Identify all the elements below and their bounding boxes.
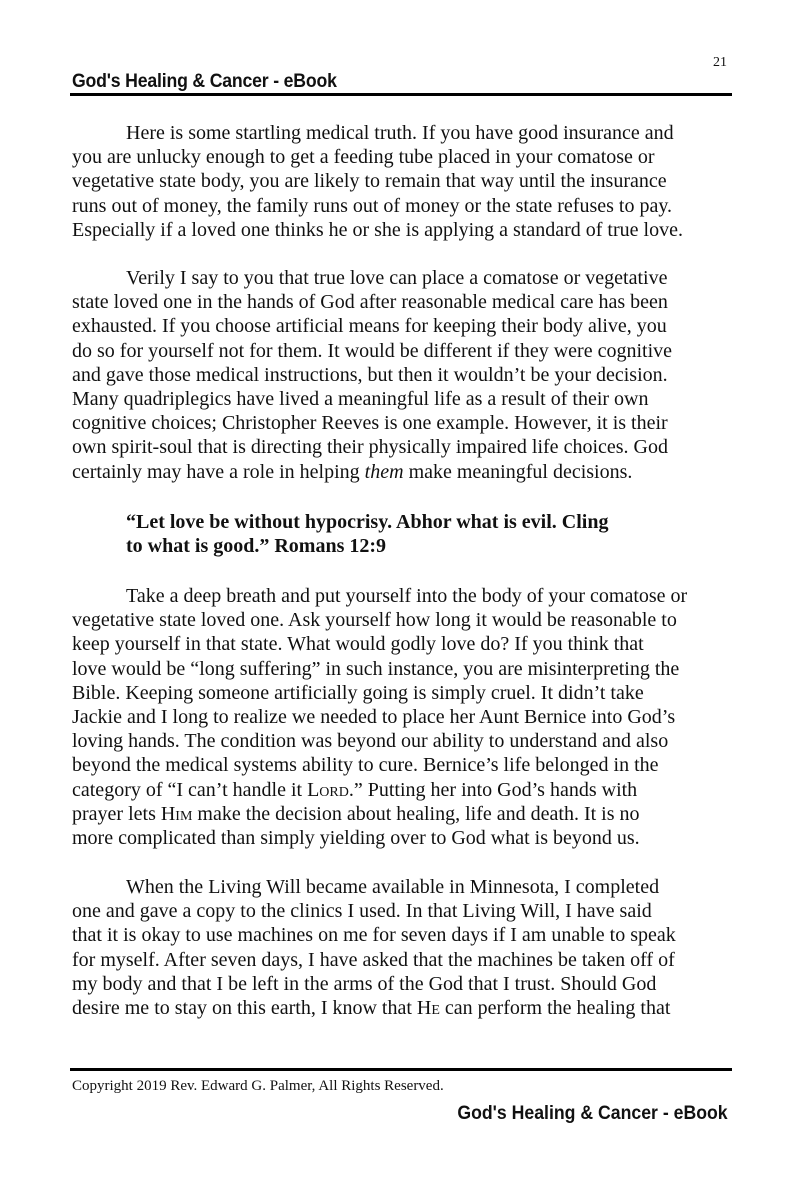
text-line: Many quadriplegics have lived a meaningful life as a result of their own	[72, 388, 649, 411]
text-line	[72, 778, 737, 802]
small-caps-him: Him	[160, 802, 193, 825]
text-line: Here is some startling medical truth. If you have good insurance and	[126, 122, 674, 144]
text-line: beyond the medical systems ability to cure. Bernice’s life belonged in the	[72, 754, 659, 777]
text-fragment: prayer lets	[72, 802, 161, 825]
copyright-notice: Copyright 2019 Rev. Edward G. Palmer, All Rights Reserved.	[72, 1078, 444, 1094]
text-fragment: .” Putting her into God’s hands with	[348, 778, 638, 801]
text-line: Verily I say to you that true love can place a comatose or vegetative	[126, 267, 668, 289]
text-line: you are unlucky enough to get a feeding tube placed in your comatose or	[72, 146, 655, 169]
text-line: When the Living Will became available in Minnesota, I completed	[126, 876, 660, 898]
text-fragment: certainly may have a role in helping	[72, 460, 365, 483]
text-line: Bible. Keeping someone artificially going is simply cruel. It didn’t take	[72, 681, 644, 704]
text-line: Take a deep breath and put yourself into the body of your comatose or	[126, 585, 688, 607]
text-line: Especially if a loved one thinks he or she is applying a standard of true love.	[72, 218, 683, 241]
quote-line: “Let love be without hypocrisy. Abhor what is evil. Cling	[126, 511, 609, 533]
footer-rule	[70, 1068, 732, 1071]
text-line: that it is okay to use machines on me for seven days if I am unable to speak	[72, 924, 676, 947]
header-rule	[70, 93, 732, 96]
text-line: runs out of money, the family runs out of money or the state refuses to pay.	[72, 194, 673, 217]
text-line: Jackie and I long to realize we needed to place her Aunt Bernice into God’s	[72, 706, 676, 729]
text-line: for myself. After seven days, I have asked that the machines be taken off of	[72, 948, 675, 971]
text-line: state loved one in the hands of God after reasonable medical care has been	[72, 291, 668, 314]
text-line: and gave those medical instructions, but then it wouldn’t be your decision.	[72, 363, 668, 386]
text-line: one and gave a copy to the clinics I used. In that Living Will, I have said	[72, 900, 652, 923]
text-line	[72, 996, 737, 1020]
header-title: God's Healing & Cancer - eBook	[72, 71, 337, 92]
text-fragment: make meaningful decisions.	[403, 460, 633, 483]
text-line: love would be “long suffering” in such instance, you are misinterpreting the	[72, 657, 680, 680]
text-line: my body and that I be left in the arms of the God that I trust. Should God	[72, 972, 657, 995]
page-number: 21	[713, 55, 727, 70]
paragraph-3	[72, 584, 737, 850]
text-fragment: make the decision about healing, life and death. It is no	[192, 802, 640, 825]
small-caps-he: He	[416, 997, 440, 1020]
text-line: loving hands. The condition was beyond our ability to understand and also	[72, 730, 669, 753]
small-caps-lord: Lord	[307, 778, 349, 801]
text-fragment: category of “I can’t handle it	[72, 778, 308, 801]
text-line	[72, 460, 737, 484]
text-line: do so for yourself not for them. It would be different if they were cognitive	[72, 339, 673, 362]
text-line: exhausted. If you choose artificial means for keeping their body alive, you	[72, 315, 667, 338]
emphasis-them: them	[364, 460, 404, 483]
paragraph-1	[72, 121, 737, 242]
text-line: more complicated than simply yielding over to God what is beyond us.	[72, 827, 640, 850]
footer-title: God's Healing & Cancer - eBook	[457, 1103, 728, 1124]
text-line: keep yourself in that state. What would godly love do? If you think that	[72, 633, 644, 656]
quote-line: to what is good.” Romans 12:9	[126, 535, 387, 557]
scripture-quote	[126, 510, 608, 558]
text-line: own spirit-soul that is directing their physically impaired life choices. God	[72, 436, 668, 459]
text-line	[72, 802, 737, 826]
text-fragment: desire me to stay on this earth, I know that	[72, 997, 417, 1020]
text-line: vegetative state loved one. Ask yourself how long it would be reasonable to	[72, 609, 677, 632]
text-line: vegetative state body, you are likely to remain that way until the insurance	[72, 170, 667, 193]
paragraph-4	[72, 875, 737, 1020]
paragraph-2	[72, 266, 737, 484]
text-fragment: can perform the healing that	[439, 997, 671, 1020]
text-line: cognitive choices; Christopher Reeves is one example. However, it is their	[72, 412, 668, 435]
